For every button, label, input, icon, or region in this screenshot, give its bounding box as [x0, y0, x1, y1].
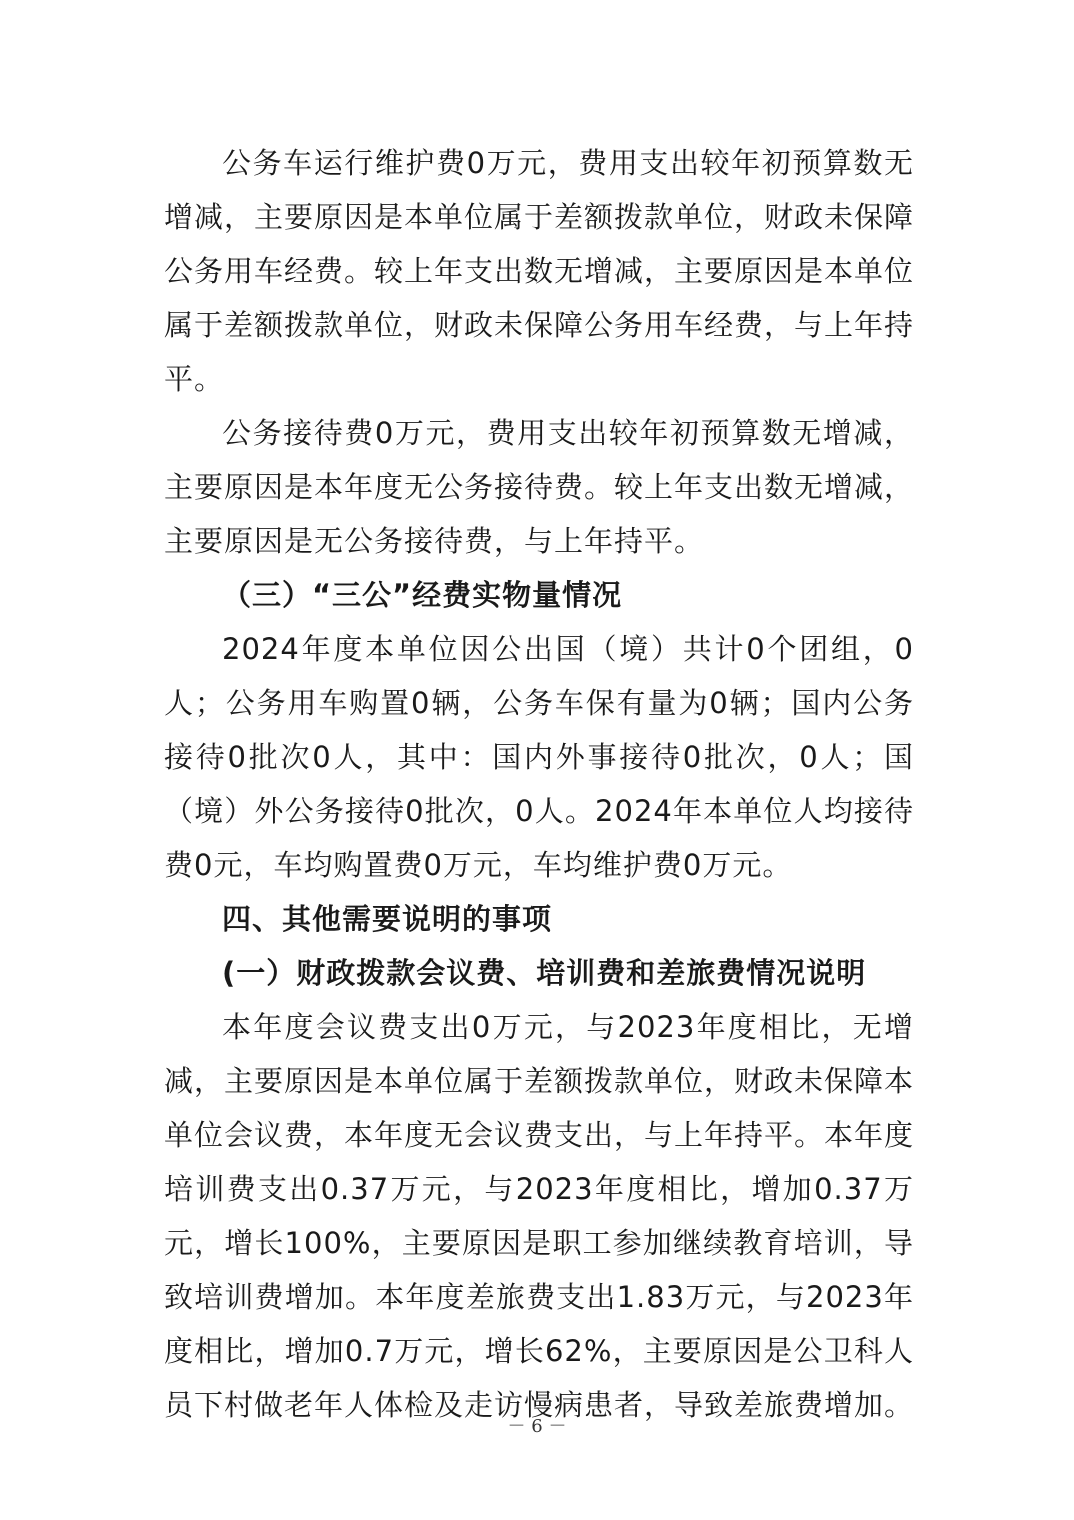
subheading-three-public-quantity: （三）“三公”经费实物量情况 — [222, 578, 623, 612]
paragraph-quantity-details: 2024年度本单位因公出国（境）共计0个团组，0人；公务用车购置0辆，公务车保有量为0辆；国内公务接待0批次0人，其中：国内外事接待0批次，0人；国（境）外公务接待0批次，0人。2024年本单位人均接待费0元，车均购置费0万元，车均维护费0万元。 — [164, 632, 914, 882]
page-number: － 6 － — [507, 1416, 567, 1437]
heading-other-matters: 四、其他需要说明的事项 — [222, 902, 553, 936]
paragraph-meeting-training-travel: 本年度会议费支出0万元，与2023年度相比，无增减，主要原因是本单位属于差额拨款单位，财政未保障本单位会议费，本年度无会议费支出，与上年持平。本年度培训费支出0.37万元，与2023年度相比，增加0.37万元，增长100%，主要原因是职工参加继续教育培训，导致培训费增加。本年度差旅费支出1.83万元，与2023年度相比，增加0.7万元，增长62%，主要原因是公卫科人员下村做老年人体检及走访慢病患者，导致差旅费增加。 — [164, 1010, 915, 1422]
paragraph-vehicle-maintenance: 公务车运行维护费0万元，费用支出较年初预算数无增减，主要原因是本单位属于差额拨款单位，财政未保障公务用车经费。较上年支出数无增减，主要原因是本单位属于差额拨款单位，财政未保障公务用车经费，与上年持平。 — [164, 146, 915, 396]
paragraph-reception-fee: 公务接待费0万元，费用支出较年初预算数无增减，主要原因是本年度无公务接待费。较上年支出数无增减，主要原因是无公务接待费，与上年持平。 — [164, 416, 915, 558]
subheading-meeting-training-travel: (一）财政拨款会议费、培训费和差旅费情况说明 — [222, 956, 867, 990]
document-body — [164, 136, 914, 1432]
